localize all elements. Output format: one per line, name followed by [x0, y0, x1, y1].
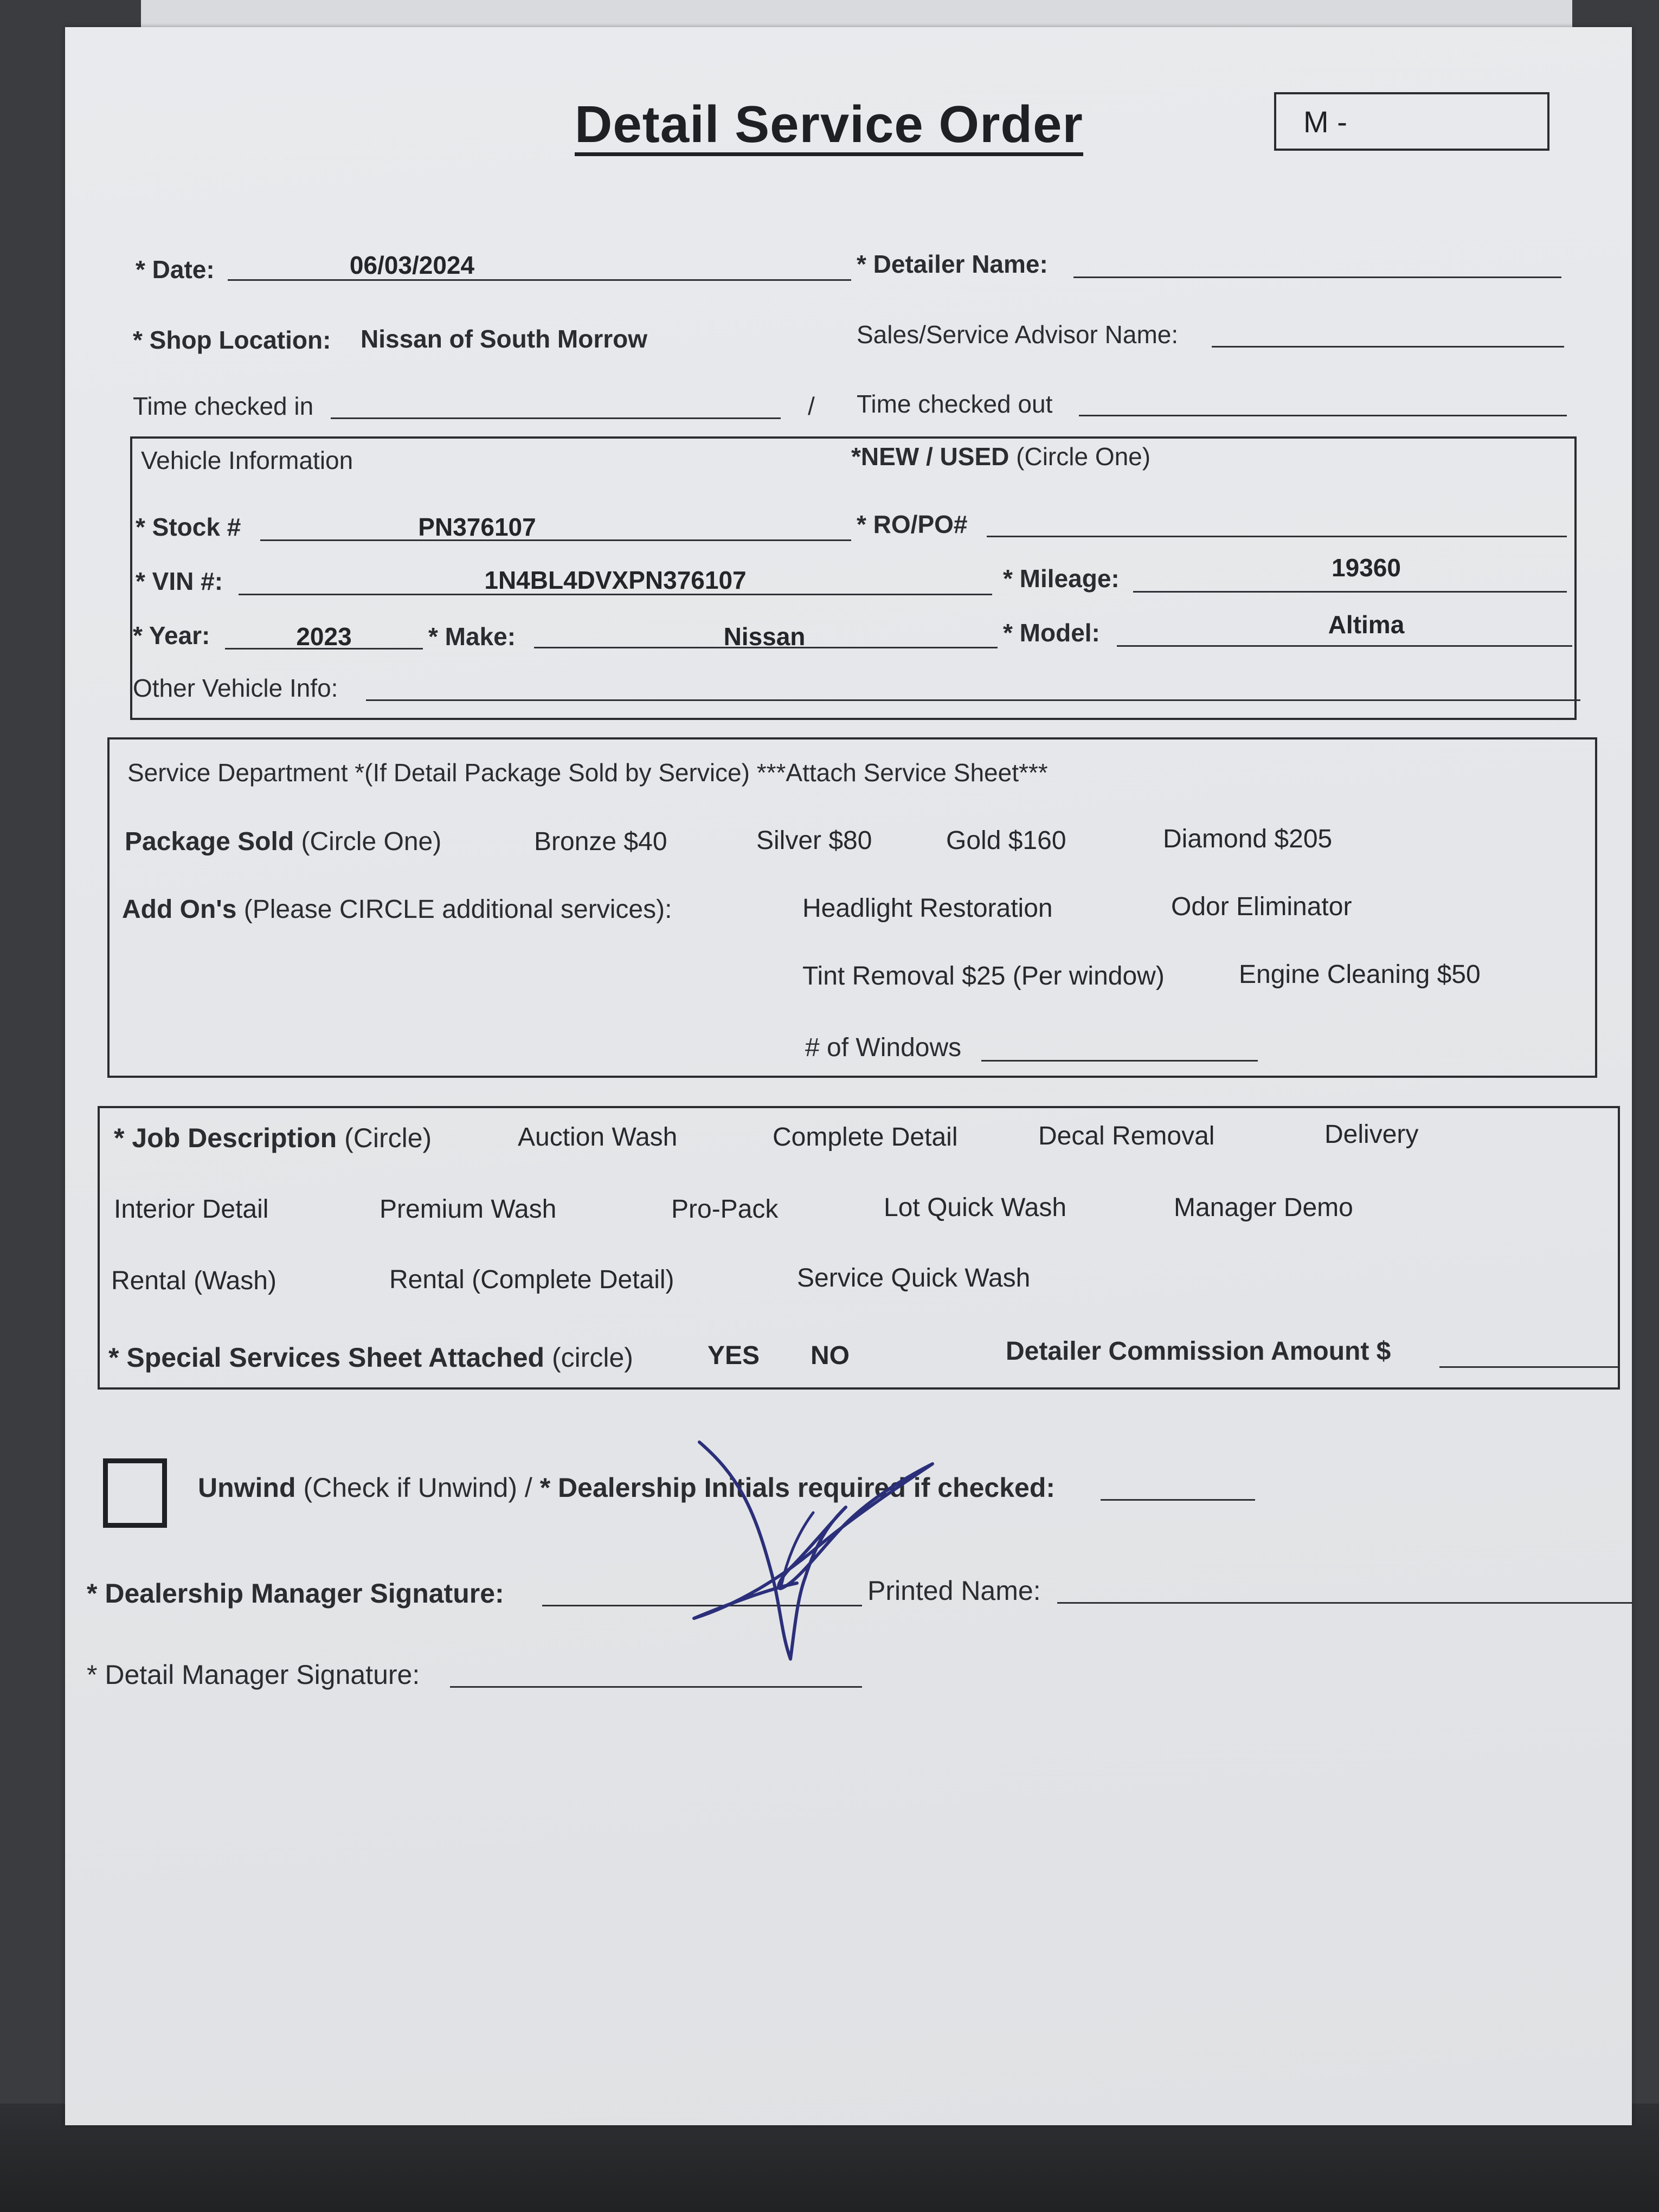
special-services-note: (circle) — [551, 1342, 633, 1373]
dealership-signature-label: * Dealership Manager Signature: — [87, 1578, 504, 1609]
time-out-label: Time checked out — [857, 390, 1053, 418]
add-ons-label: Add On's — [122, 895, 237, 924]
job-manager-demo[interactable]: Manager Demo — [1174, 1193, 1353, 1222]
order-number-prefix: M - — [1303, 105, 1347, 139]
job-rental-complete-detail[interactable]: Rental (Complete Detail) — [389, 1265, 674, 1294]
package-silver[interactable]: Silver $80 — [756, 826, 872, 855]
unwind-label: Unwind — [198, 1472, 296, 1503]
make-value[interactable]: Nissan — [723, 622, 806, 651]
new-used-selector[interactable] — [851, 442, 1150, 471]
package-bronze[interactable]: Bronze $40 — [534, 827, 667, 856]
job-rental-wash[interactable]: Rental (Wash) — [111, 1266, 276, 1295]
commission-field[interactable] — [1439, 1366, 1618, 1368]
mileage-value[interactable]: 19360 — [1332, 554, 1401, 582]
special-services-no[interactable]: NO — [811, 1341, 850, 1370]
special-services-row — [108, 1342, 633, 1373]
new-used-label: *NEW / USED — [851, 442, 1009, 471]
add-ons-note: (Please CIRCLE additional services): — [243, 895, 672, 924]
advisor-name-label: Sales/Service Advisor Name: — [857, 320, 1179, 349]
vin-value[interactable]: 1N4BL4DVXPN376107 — [484, 566, 747, 594]
detail-manager-signature-label: * Detail Manager Signature: — [87, 1660, 420, 1690]
package-sold-label: Package Sold — [125, 827, 294, 856]
unwind-note: (Check if Unwind) / — [303, 1472, 532, 1503]
ro-po-label: * RO/PO# — [857, 510, 968, 538]
job-description-note: (Circle) — [344, 1123, 432, 1153]
addon-tint-removal[interactable]: Tint Removal $25 (Per window) — [802, 962, 1165, 991]
job-delivery[interactable]: Delivery — [1324, 1120, 1419, 1149]
addon-engine-cleaning[interactable]: Engine Cleaning $50 — [1239, 960, 1481, 989]
unwind-checkbox[interactable] — [103, 1458, 167, 1528]
package-gold[interactable]: Gold $160 — [946, 826, 1066, 855]
date-value[interactable]: 06/03/2024 — [349, 251, 475, 279]
stock-value[interactable]: PN376107 — [418, 513, 536, 541]
handwritten-signature — [618, 1426, 965, 1664]
package-sold-note: (Circle One) — [301, 827, 442, 856]
printed-name-field[interactable] — [1057, 1602, 1632, 1604]
model-line[interactable] — [1117, 645, 1572, 647]
package-sold-row — [125, 827, 441, 857]
other-vehicle-info-label: Other Vehicle Info: — [133, 674, 338, 702]
other-vehicle-info-field[interactable] — [366, 699, 1580, 701]
job-description-label: * Job Description — [114, 1123, 337, 1153]
time-in-field[interactable] — [331, 417, 781, 419]
vin-label: * VIN #: — [136, 567, 223, 595]
detail-manager-signature-field[interactable] — [450, 1686, 862, 1688]
job-description-row — [114, 1122, 432, 1154]
time-separator: / — [808, 392, 815, 420]
order-number-box[interactable] — [1274, 92, 1549, 151]
vehicle-info-label: Vehicle Information — [141, 446, 353, 474]
special-services-label: * Special Services Sheet Attached — [108, 1342, 545, 1373]
mileage-line[interactable] — [1133, 591, 1567, 593]
detailer-name-label: * Detailer Name: — [857, 250, 1048, 278]
add-ons-row — [122, 895, 672, 924]
printed-name-label: Printed Name: — [867, 1576, 1041, 1606]
shop-location-label: * Shop Location: — [133, 326, 331, 354]
model-label: * Model: — [1003, 619, 1100, 647]
job-interior-detail[interactable]: Interior Detail — [114, 1195, 269, 1224]
initials-label: * Dealership Initials required if checked: — [539, 1472, 1056, 1503]
special-services-yes[interactable]: YES — [708, 1341, 760, 1370]
detailer-name-field[interactable] — [1073, 276, 1561, 278]
service-heading: Service Department *(If Detail Package Sold by Service) ***Attach Service Sheet*** — [127, 758, 1048, 787]
stock-label: * Stock # — [136, 513, 241, 541]
make-label: * Make: — [428, 622, 516, 651]
year-value[interactable]: 2023 — [296, 622, 352, 651]
addon-headlight-restoration[interactable]: Headlight Restoration — [802, 894, 1053, 923]
form-title: Detail Service Order — [575, 98, 1083, 156]
year-label: * Year: — [133, 621, 210, 650]
advisor-name-field[interactable] — [1212, 346, 1564, 348]
time-out-field[interactable] — [1079, 415, 1567, 416]
ro-po-field[interactable] — [987, 536, 1567, 537]
windows-label: # of Windows — [805, 1033, 962, 1062]
addon-odor-eliminator[interactable]: Odor Eliminator — [1171, 892, 1352, 921]
job-pro-pack[interactable]: Pro-Pack — [671, 1195, 779, 1224]
job-complete-detail[interactable]: Complete Detail — [773, 1123, 958, 1152]
model-value[interactable]: Altima — [1328, 610, 1405, 639]
job-premium-wash[interactable]: Premium Wash — [380, 1195, 557, 1224]
job-auction-wash[interactable]: Auction Wash — [518, 1123, 678, 1152]
windows-count-field[interactable] — [981, 1060, 1258, 1062]
service-order-sheet — [65, 27, 1632, 2125]
mileage-label: * Mileage: — [1003, 564, 1120, 593]
shop-location-value[interactable]: Nissan of South Morrow — [361, 325, 647, 353]
package-diamond[interactable]: Diamond $205 — [1163, 825, 1333, 853]
time-in-label: Time checked in — [133, 392, 314, 420]
new-used-note: (Circle One) — [1016, 442, 1151, 471]
job-decal-removal[interactable]: Decal Removal — [1038, 1122, 1215, 1150]
initials-field[interactable] — [1101, 1499, 1255, 1501]
commission-label: Detailer Commission Amount $ — [1006, 1337, 1391, 1366]
date-label: * Date: — [136, 255, 215, 284]
job-lot-quick-wash[interactable]: Lot Quick Wash — [884, 1193, 1067, 1222]
job-service-quick-wash[interactable]: Service Quick Wash — [797, 1264, 1031, 1293]
